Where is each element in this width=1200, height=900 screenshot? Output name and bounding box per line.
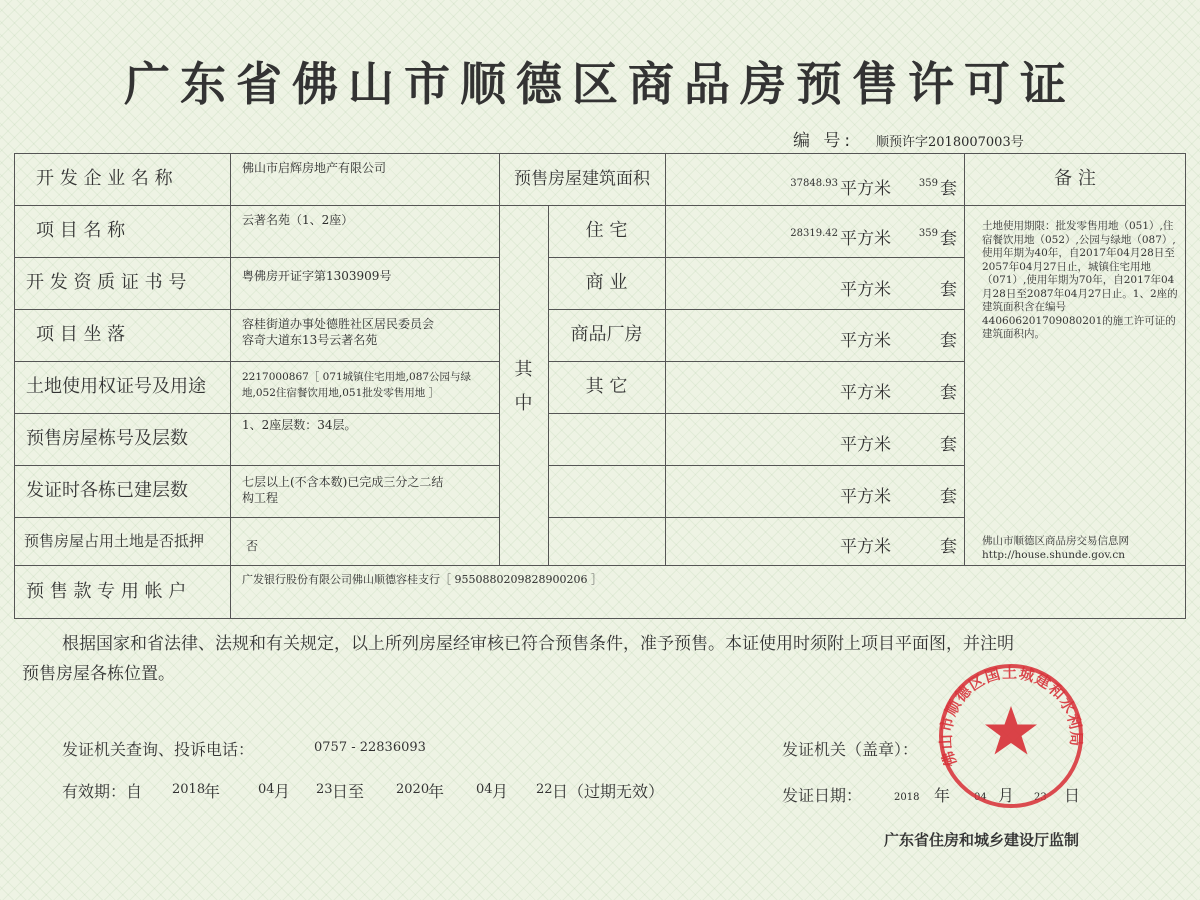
account-label: 预 售 款 专 用 帐 户 [26,581,187,602]
mortgage-value: 否 [246,539,259,553]
total-area-unit: 平方米 [840,179,891,199]
supervisor-text: 广东省住房和城乡建设厅监制 [884,831,1080,849]
developer-value: 佛山市启辉房地产有限公司 [242,161,387,175]
valid-from-month-char: 月 [274,782,291,801]
seal-text: 佛山市顺德区国土城建和水利局 [936,663,1086,769]
land-value-line1: 2217000867［ 071城镇住宅用地,087公园与绿 [242,371,472,383]
official-seal-stamp [935,660,1087,812]
developer-label: 开 发 企 业 名 称 [36,168,173,189]
issue-day-char: 日 [1064,786,1081,805]
residential-units-value: 359 [918,228,938,239]
issue-year-char: 年 [934,786,951,805]
valid-to-month-char: 月 [492,782,509,801]
serial-number: 顺预许字2018007003号 [876,135,1024,150]
project-name-label: 项 目 名 称 [36,220,126,241]
type-label-commercial: 商 业 [585,272,628,293]
land-use-label: 土地使用权证号及用途 [26,376,206,397]
issue-month: 04 [974,792,987,803]
qizhong-char-2: 中 [514,393,533,414]
total-units-unit: 套 [940,179,957,199]
valid-from-day: 23 [316,782,333,797]
unit-area-row6: 平方米 [840,487,891,507]
area-header: 预售房屋建筑面积 [514,169,650,189]
remarks-site-name: 佛山市顺德区商品房交易信息网 [982,535,1129,547]
unit-area-row1: 平方米 [840,229,891,249]
remarks-text: 土地使用期限：批发零售用地（051）,住宿餐饮用地（052）,公园与绿地（087）,使用年期为40年，自2017年04月28日至2057年04月27日止，城镇住宅用地（071）,使用年期为70年，自2017年04月28日至2087年04月27日止。1、2座的建筑面积含在编号440606201709080201的施工许可证的建筑面积内。 [982,220,1178,340]
qualification-value: 粤佛房开证字第1303909号 [242,269,392,283]
total-units-value: 359 [918,178,938,189]
unit-set-row4: 套 [940,383,957,403]
account-value: 广发银行股份有限公司佛山顺德容桂支行［ 9550880209828900206 ］ [242,573,602,586]
valid-from-year-char: 年 [204,782,221,801]
qualification-label: 开 发 资 质 证 书 号 [26,272,187,293]
project-name-value: 云著名苑（1、2座） [242,213,354,227]
inquiry-phone: 0757 - 22836093 [314,740,426,755]
type-label-residential: 住 宅 [585,220,628,241]
type-label-factory: 商品厂房 [570,324,643,345]
unit-set-row7: 套 [940,537,957,557]
land-value-line2: 地,052住宿餐饮用地,051批发零售用地 ］ [242,387,440,399]
serial-label: 编 号: [793,131,855,151]
residential-area-value: 28319.42 [790,228,838,239]
location-value-line2: 容奇大道东13号云著名苑 [242,333,378,347]
unit-area-row7: 平方米 [840,537,891,557]
unit-set-row5: 套 [940,435,957,455]
unit-area-row3: 平方米 [840,331,891,351]
expire-note: 日（过期无效） [552,782,665,801]
issue-month-char: 月 [998,786,1015,805]
valid-to-month: 04 [476,782,493,797]
valid-to-day: 22 [536,782,553,797]
unit-area-row4: 平方米 [840,383,891,403]
qizhong-char-1: 其 [514,359,533,380]
remarks-header: 备 注 [1054,168,1096,189]
statement-line2: 预售房屋各栋位置。 [22,664,175,684]
total-area-value: 37848.93 [790,178,838,189]
unit-area-row5: 平方米 [840,435,891,455]
certificate-title: 广东省佛山市顺德区商品房预售许可证 [124,57,1076,111]
type-label-other: 其 它 [585,376,628,397]
unit-area-row2: 平方米 [840,280,891,300]
built-floors-value-line1: 七层以上(不含本数)已完成三分之二结 [242,475,444,489]
unit-set-row2: 套 [940,280,957,300]
buildings-label: 预售房屋栋号及层数 [26,428,188,449]
inquiry-label: 发证机关查询、投诉电话： [62,740,255,759]
built-floors-label: 发证时各栋已建层数 [26,480,188,501]
valid-to-year: 2020 [396,782,430,797]
unit-set-row3: 套 [940,331,957,351]
authority-label: 发证机关（盖章）： [782,740,919,759]
statement-line1: 根据国家和省法律、法规和有关规定，以上所列房屋经审核已符合预售条件，准予预售。本证使用时须附上项目平面图，并注明 [62,634,1014,654]
issue-date-label: 发证日期： [782,786,863,805]
issue-day: 23 [1034,792,1047,803]
valid-from-month: 04 [258,782,275,797]
built-floors-value-line2: 构工程 [242,491,279,505]
valid-to-year-char: 年 [428,782,445,801]
issue-year: 2018 [894,792,920,803]
buildings-value: 1、2座层数：34层。 [242,418,357,432]
mortgage-label: 预售房屋占用土地是否抵押 [24,532,205,550]
valid-day-to: 日至 [332,782,365,801]
unit-set-row1: 套 [940,229,957,249]
valid-from-year: 2018 [172,782,206,797]
remarks-site-url: http://house.shunde.gov.cn [982,549,1125,561]
validity-label: 有效期：自 [62,782,143,801]
location-value-line1: 容桂街道办事处德胜社区居民委员会 [242,317,435,331]
location-label: 项 目 坐 落 [36,324,126,345]
unit-set-row6: 套 [940,487,957,507]
